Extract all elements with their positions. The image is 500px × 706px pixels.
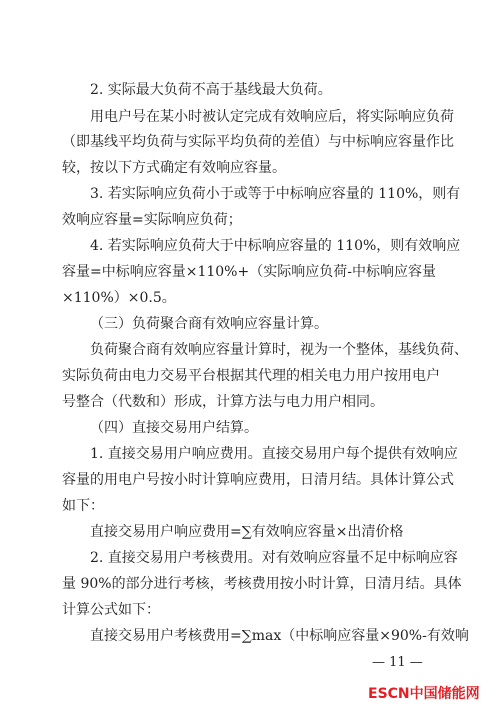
- section-heading: （三）负荷聚合商有效响应容量计算。: [90, 316, 328, 332]
- text-line: 效响应容量=实际响应负荷；: [62, 212, 242, 228]
- watermark-suffix: 中国储能网: [409, 686, 480, 702]
- text-line: 负荷聚合商有效响应容量计算时，视为一个整体，基线负荷、: [90, 342, 468, 358]
- formula-line: 直接交易用户响应费用=∑有效响应容量×出清价格: [90, 524, 404, 540]
- text-line: ×110%）×0.5。: [62, 290, 176, 306]
- text-line: 容量=中标响应容量×110%+（实际响应负荷-中标响应容量: [62, 264, 436, 280]
- text-line: 1. 直接交易用户响应费用。直接交易用户每个提供有效响应: [90, 446, 458, 462]
- text-line: 3. 若实际响应负荷小于或等于中标响应容量的 110%，则有: [90, 186, 461, 202]
- text-line: 实际负荷由电力交易平台根据其代理的相关电力用户按用电户: [62, 368, 440, 384]
- text-line: 号整合（代数和）形成，计算方法与电力用户相同。: [62, 394, 384, 410]
- text-line: 计算公式如下：: [62, 602, 160, 618]
- text-line: 2. 实际最大负荷不高于基线最大负荷。: [90, 82, 332, 98]
- text-line: 容量的用电户号按小时计算响应费用，日清月结。具体计算公式: [62, 472, 454, 488]
- watermark-logo: [368, 683, 480, 703]
- text-line: 较，按以下方式确定有效响应容量。: [62, 160, 286, 176]
- text-line: 2. 直接交易用户考核费用。对有效响应容量不足中标响应容: [90, 550, 458, 566]
- page-number: — 11 —: [372, 655, 423, 670]
- text-line: 4. 若实际响应负荷大于中标响应容量的 110%，则有效响应: [90, 238, 461, 254]
- watermark-prefix: ESCN: [368, 686, 410, 702]
- section-heading: （四）直接交易用户结算。: [90, 420, 258, 436]
- formula-line: 直接交易用户考核费用=∑max（中标响应容量×90%-有效响: [90, 628, 469, 644]
- text-line: 量 90%的部分进行考核，考核费用按小时计算，日清月结。具体: [62, 576, 462, 592]
- text-line: （即基线平均负荷与实际平均负荷的差值）与中标响应容量作比: [62, 134, 454, 150]
- text-line: 如下：: [62, 498, 104, 514]
- text-line: 用电户号在某小时被认定完成有效响应后，将实际响应负荷: [90, 109, 454, 125]
